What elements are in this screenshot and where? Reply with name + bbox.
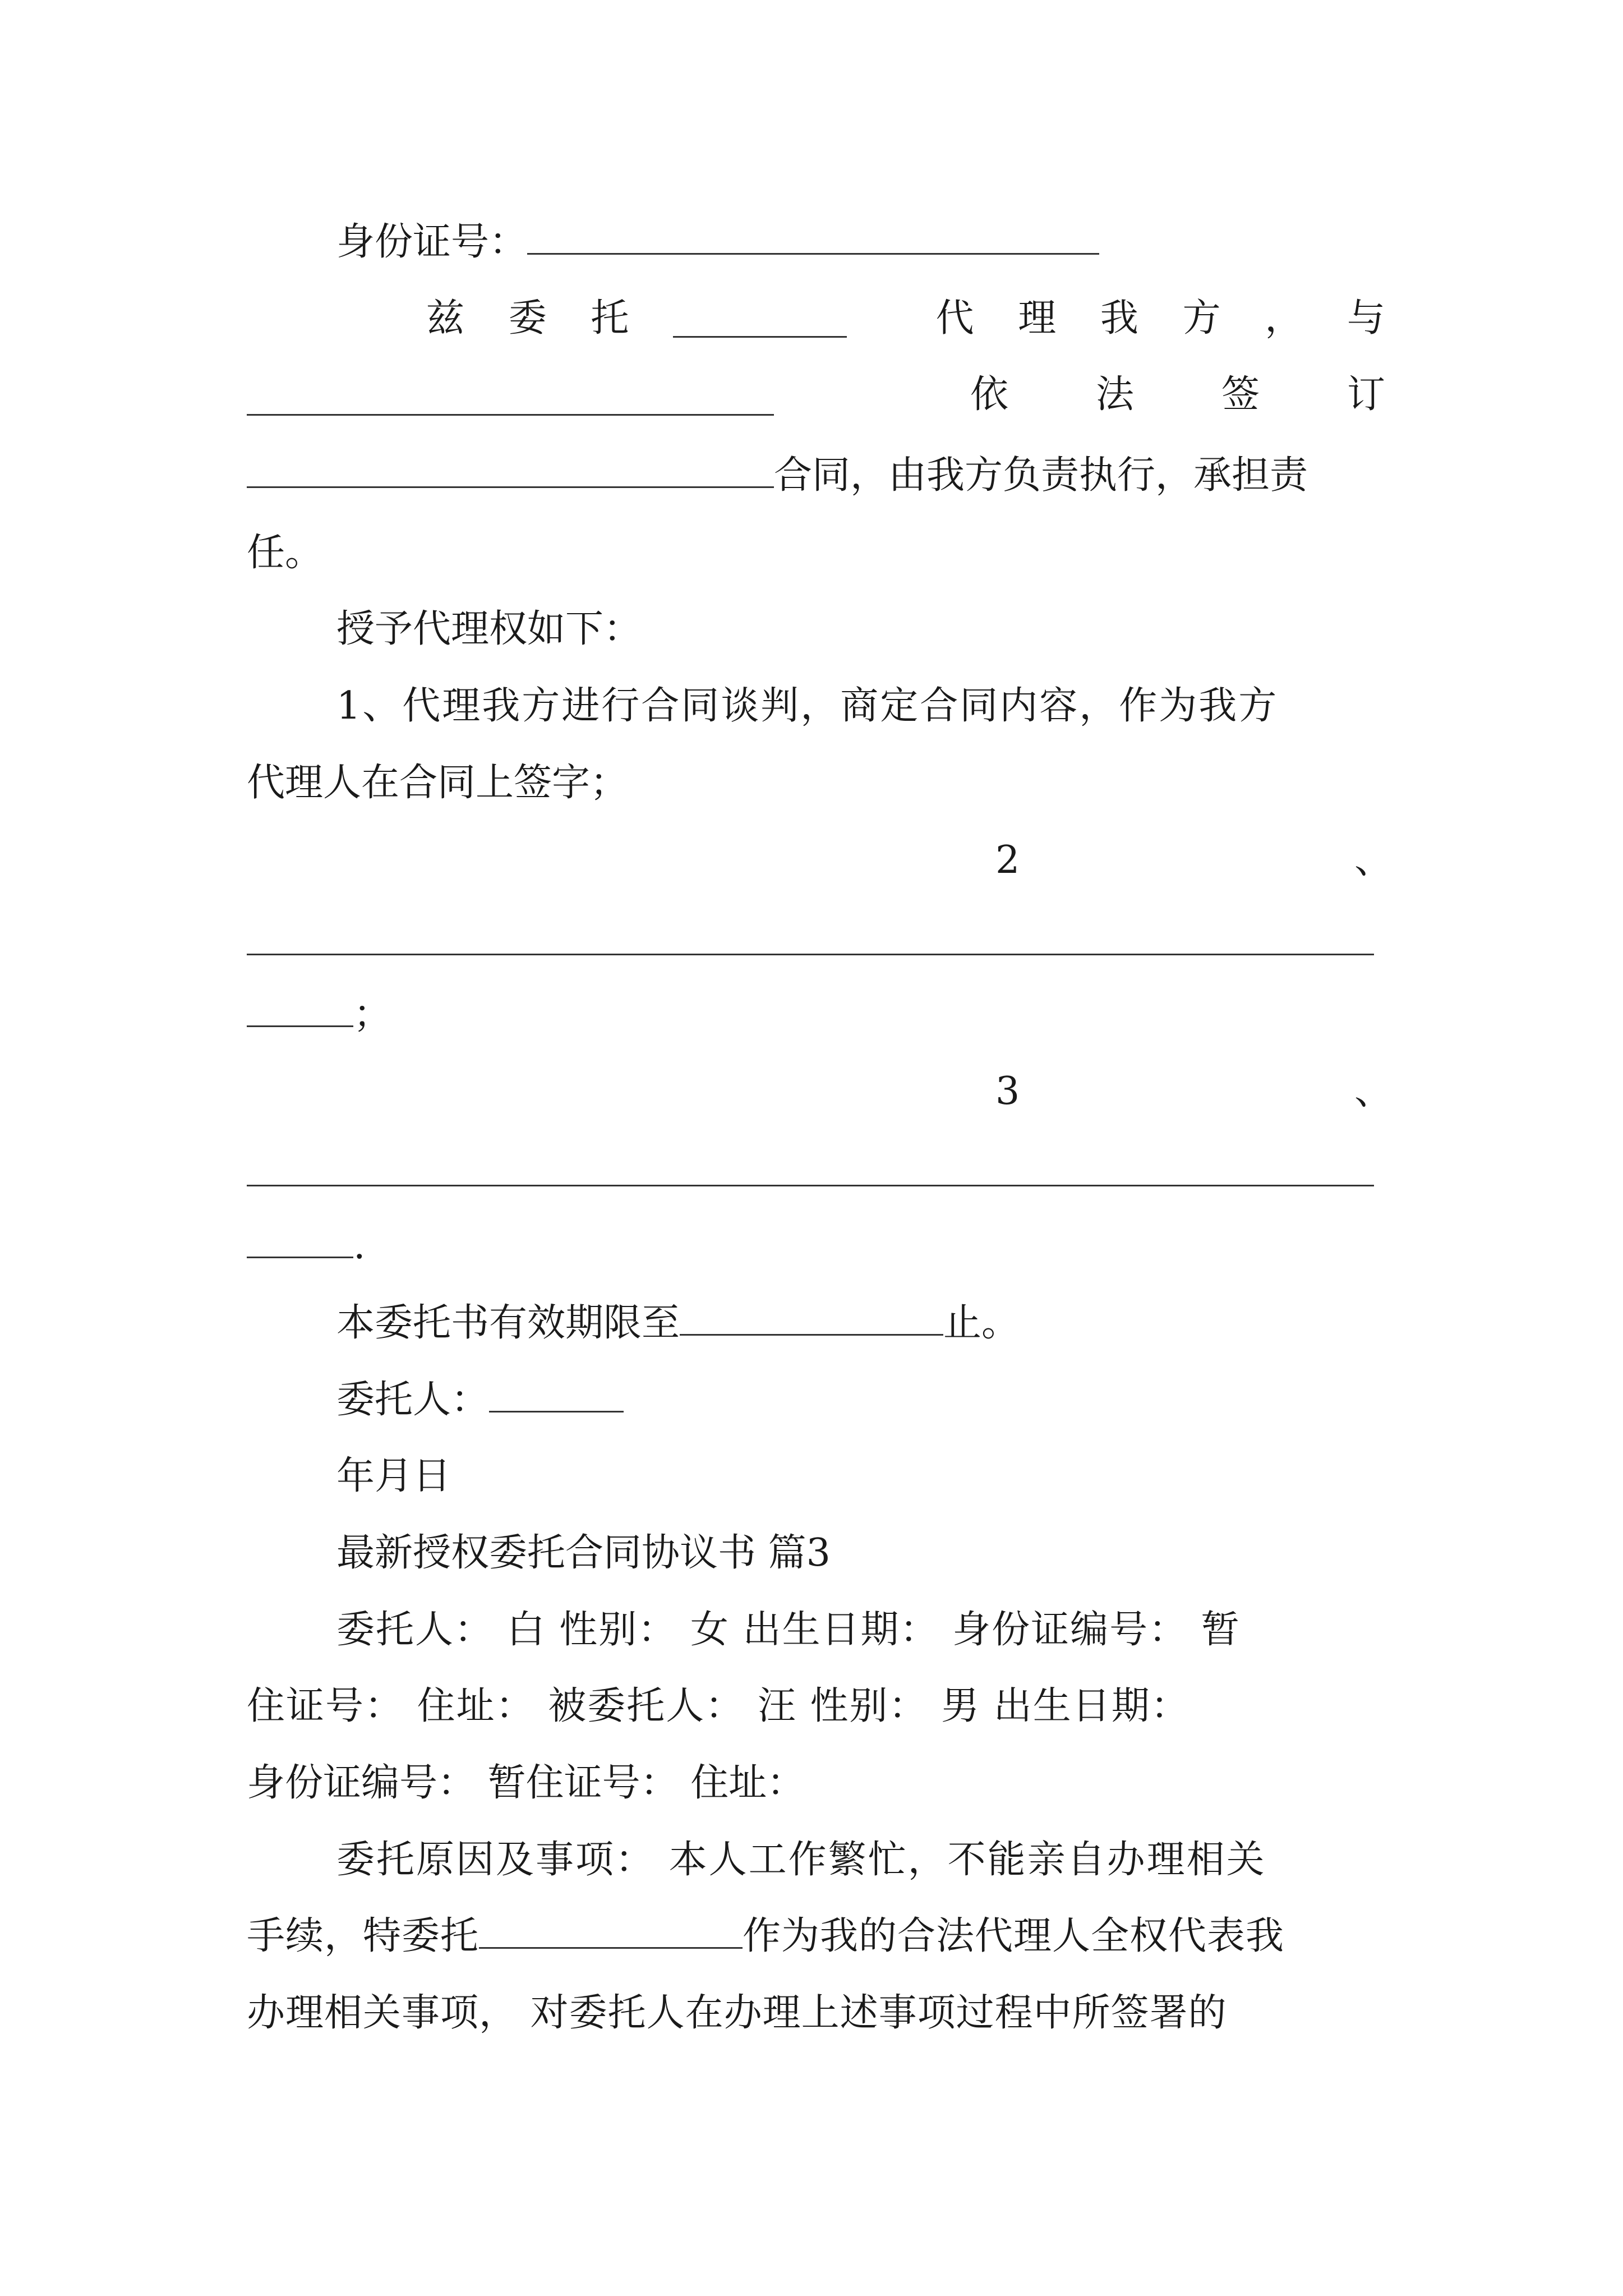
commission-char: 方	[1182, 296, 1221, 341]
reason-text: 作为我的合法代理人全权代表我	[743, 1914, 1285, 1958]
validity-line	[336, 1301, 1020, 1345]
section-title-text: 最新授权委托合同协议书 篇3	[336, 1531, 831, 1575]
date-text: 年月日	[336, 1454, 451, 1498]
item-1-line-2	[247, 761, 629, 805]
reason-text: 办理相关事项， 对委托人在办理上述事项过程中所签署的	[247, 1991, 1227, 2035]
section-title	[336, 1531, 831, 1575]
party-info-text: 委托人： 白 性别： 女 出生日期： 身份证编号： 暂	[336, 1608, 1241, 1652]
date-line	[336, 1454, 451, 1498]
commission-char: 兹	[426, 296, 465, 341]
item-2-mark: 、	[1354, 838, 1393, 882]
commission-char: 托	[591, 296, 629, 341]
party-info-line-1	[336, 1608, 1241, 1652]
commission-text: 任。	[247, 531, 324, 575]
principal-line	[336, 1378, 624, 1422]
id-number-label: 身份证号：	[336, 220, 528, 264]
reason-line-2	[247, 1914, 1285, 1958]
item-2-blank	[247, 954, 1374, 955]
item-2-blank-tail	[247, 1025, 353, 1027]
commission-char: 依	[970, 372, 1009, 417]
principal-blank	[489, 1410, 624, 1412]
item-3-number: 3	[995, 1069, 1020, 1114]
commission-char: 我	[1100, 296, 1138, 341]
commission-char: 理	[1018, 296, 1057, 341]
commission-char: 法	[1095, 372, 1134, 417]
commission-char: 签	[1221, 372, 1260, 417]
item-2-end: ；	[353, 992, 392, 1037]
party-info-text: 住证号： 住址： 被委托人： 汪 性别： 男 出生日期：	[247, 1684, 1190, 1728]
reason-text: 手续，特委托	[247, 1914, 479, 1958]
item-3-end: .	[353, 1223, 366, 1268]
commission-line-3	[247, 453, 1308, 498]
item-2-number: 2	[995, 838, 1020, 882]
reason-line-1	[336, 1838, 1266, 1882]
item-3-blank	[247, 1185, 1374, 1186]
contract-name-blank	[247, 486, 774, 488]
principal-label: 委托人：	[336, 1378, 490, 1422]
commission-char: ，	[1265, 296, 1303, 341]
item-3-mark: 、	[1354, 1069, 1393, 1114]
reason-text: 委托原因及事项： 本人工作繁忙，不能亲自办理相关	[336, 1838, 1266, 1882]
commission-line-2	[970, 372, 1385, 417]
party-info-line-2	[247, 1684, 1190, 1728]
validity-prefix: 本委托书有效期限至	[336, 1301, 680, 1345]
grant-heading-text: 授予代理权如下：	[336, 607, 642, 651]
commission-line-4	[247, 531, 324, 575]
id-number-blank	[527, 252, 1099, 255]
party-info-text: 身份证编号： 暂住证号： 住址：	[247, 1761, 805, 1805]
item-1-line-1	[336, 684, 1279, 728]
commission-char: 与	[1347, 296, 1385, 341]
validity-suffix: 止。	[943, 1301, 1020, 1345]
validity-date-blank	[680, 1333, 943, 1336]
id-number-line	[336, 220, 1099, 264]
item-1-text: 1、代理我方进行合同谈判，商定合同内容，作为我方	[336, 684, 1279, 728]
commission-char: 代	[935, 296, 974, 341]
grant-heading	[336, 607, 642, 651]
commission-line-1	[247, 296, 1385, 341]
item-1-text: 代理人在合同上签字；	[247, 761, 629, 805]
item-2-end-line	[247, 992, 392, 1037]
item-3-end-line	[247, 1223, 366, 1268]
commission-char: 订	[1347, 372, 1385, 417]
commission-char: 委	[508, 296, 547, 341]
item-3-blank-tail	[247, 1256, 353, 1258]
counterparty-blank	[247, 414, 774, 416]
commission-text: 合同，由我方负责执行，承担责	[774, 453, 1308, 498]
agent-blank	[479, 1947, 743, 1949]
agent-name-blank	[673, 335, 847, 338]
reason-line-3	[247, 1991, 1227, 2035]
party-info-line-3	[247, 1761, 805, 1805]
